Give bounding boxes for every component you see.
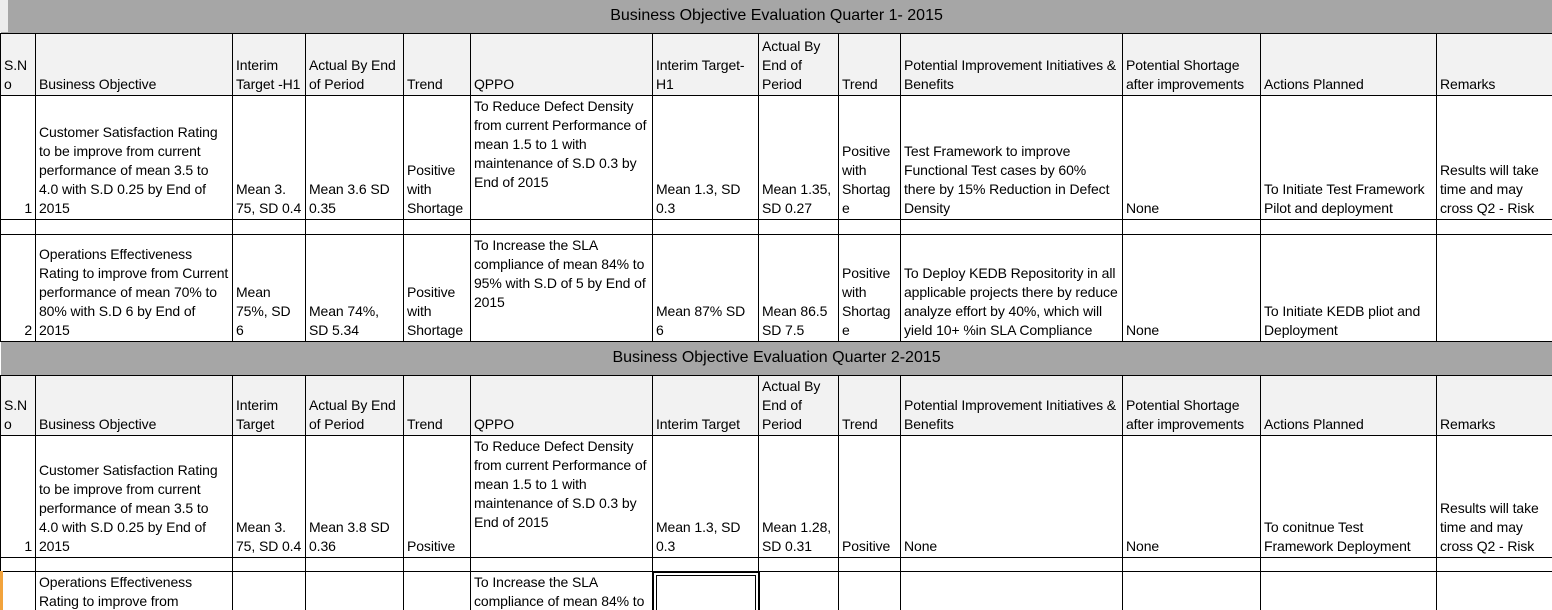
table-title[interactable]: Business Objective Evaluation Quarter 1- 2015 [1,0,1552,33]
data-cell[interactable] [233,572,306,610]
data-cell[interactable]: Mean 86.5 SD 7.5 [759,234,839,341]
data-cell[interactable]: To Initiate Test Framework Pilot and deployment [1261,95,1437,219]
data-cell[interactable]: Mean 1.3, SD 0.3 [653,436,759,558]
spacer-cell[interactable] [759,219,839,234]
data-cell[interactable] [901,572,1123,610]
spacer-cell[interactable] [404,558,471,572]
data-cell[interactable] [404,572,471,610]
quarter-table [0,342,1552,610]
data-cell[interactable]: Mean 75%, SD 6 [233,234,306,341]
data-cell[interactable] [1123,572,1261,610]
row-marker-strip [0,571,3,610]
data-cell[interactable]: Customer Satisfaction Rating to be improve from current performance of mean 3.5 to 4.0 with S.D 0.25 by End of 2015 [36,95,233,219]
column-header[interactable]: Actual By End of Period [759,33,839,95]
spacer-cell[interactable] [1,558,36,572]
data-cell[interactable]: Mean 3. 75, SD 0.4 [233,95,306,219]
column-header[interactable]: Trend [404,33,471,95]
data-cell[interactable]: Results will take time and may cross Q2 - Risk [1437,95,1552,219]
column-header[interactable]: Actual By End of Period [306,376,404,436]
spacer-cell[interactable] [839,219,901,234]
spacer-cell[interactable] [1123,219,1261,234]
data-cell[interactable]: To Reduce Defect Density from current Performance of mean 1.5 to 1 with maintenance of S.D 0.3 by End of 2015 [471,95,653,219]
data-cell[interactable]: Mean 3.8 SD 0.36 [306,436,404,558]
spacer-cell[interactable] [233,219,306,234]
spacer-cell[interactable] [901,558,1123,572]
data-cell[interactable]: Positive [404,436,471,558]
data-cell[interactable]: To Increase the SLA compliance of mean 84% to [471,572,653,610]
data-cell[interactable]: Mean 74%, SD 5.34 [306,234,404,341]
column-header[interactable]: Actual By End of Period [306,33,404,95]
data-cell[interactable] [306,572,404,610]
data-cell[interactable]: 1 [1,95,36,219]
data-cell[interactable]: Customer Satisfaction Rating to be improve from current performance of mean 3.5 to 4.0 with S.D 0.25 by End of 2015 [36,436,233,558]
spacer-cell[interactable] [1123,558,1261,572]
data-cell[interactable]: Mean 3. 75, SD 0.4 [233,436,306,558]
data-cell[interactable]: To Reduce Defect Density from current Performance of mean 1.5 to 1 with maintenance of S.D 0.3 by End of 2015 [471,436,653,558]
column-header[interactable]: QPPO [471,33,653,95]
column-header[interactable]: Remarks [1437,33,1552,95]
spacer-cell[interactable] [36,558,233,572]
spacer-cell[interactable] [759,558,839,572]
data-cell[interactable]: Positive with Shortage [839,234,901,341]
column-header[interactable]: Actions Planned [1261,376,1437,436]
column-header[interactable]: Trend [404,376,471,436]
data-cell[interactable]: Mean 3.6 SD 0.35 [306,95,404,219]
corner-notch [0,0,8,32]
data-cell[interactable]: Mean 1.28, SD 0.31 [759,436,839,558]
spacer-cell[interactable] [306,558,404,572]
data-cell[interactable]: None [901,436,1123,558]
column-header[interactable]: S.No [1,376,36,436]
data-cell[interactable]: To Initiate KEDB pliot and Deployment [1261,234,1437,341]
data-cell[interactable] [1437,234,1552,341]
spacer-cell[interactable] [1261,558,1437,572]
spacer-cell[interactable] [653,219,759,234]
spacer-cell[interactable] [1437,558,1552,572]
selected-cell[interactable] [653,572,759,610]
data-cell[interactable]: Positive with Shortage [404,234,471,341]
spacer-cell[interactable] [306,219,404,234]
data-cell[interactable]: 2 [1,234,36,341]
spacer-cell[interactable] [1437,219,1552,234]
spacer-cell[interactable] [901,219,1123,234]
data-cell[interactable]: To Increase the SLA compliance of mean 84% to 95% with S.D of 5 by End of 2015 [471,234,653,341]
data-cell[interactable] [759,572,839,610]
data-cell[interactable]: Mean 1.35, SD 0.27 [759,95,839,219]
spacer-cell[interactable] [653,558,759,572]
spacer-cell[interactable] [839,558,901,572]
spacer-cell[interactable] [1261,219,1437,234]
column-header[interactable]: Business Objective [36,33,233,95]
spacer-cell[interactable] [1,219,36,234]
column-header[interactable]: Interim Target [233,376,306,436]
column-header[interactable]: Trend [839,33,901,95]
data-cell[interactable] [1437,572,1552,610]
column-header[interactable]: Potential Shortage after improvements [1123,376,1261,436]
column-header[interactable]: Interim Target -H1 [233,33,306,95]
column-header[interactable]: Actual By End of Period [759,376,839,436]
column-header[interactable]: Trend [839,376,901,436]
column-header[interactable]: QPPO [471,376,653,436]
column-header[interactable]: Remarks [1437,376,1552,436]
data-cell[interactable]: Positive [839,436,901,558]
data-cell[interactable]: Test Framework to improve Functional Test cases by 60% there by 15% Reduction in Defect Density [901,95,1123,219]
data-cell[interactable]: None [1123,95,1261,219]
column-header[interactable]: Interim Target-H1 [653,33,759,95]
data-cell[interactable]: To conitnue Test Framework Deployment [1261,436,1437,558]
table-title[interactable]: Business Objective Evaluation Quarter 2-2015 [1,342,1552,376]
data-cell[interactable] [1261,572,1437,610]
data-cell[interactable] [1,572,36,610]
data-cell[interactable]: Mean 87% SD 6 [653,234,759,341]
data-cell[interactable]: Operations Effectiveness Rating to improve from [36,572,233,610]
spacer-cell[interactable] [233,558,306,572]
column-header[interactable]: Potential Shortage after improvements [1123,33,1261,95]
spacer-cell[interactable] [471,558,653,572]
data-cell[interactable]: To Deploy KEDB Repositority in all applicable projects there by reduce analyze effort by 40%, which will yield 10+ %in SLA Compliance [901,234,1123,341]
column-header[interactable]: Potential Improvement Initiatives & Benefits [901,33,1123,95]
column-header[interactable]: Potential Improvement Initiatives & Benefits [901,376,1123,436]
data-cell[interactable]: None [1123,436,1261,558]
column-header[interactable]: Interim Target [653,376,759,436]
data-cell[interactable]: Mean 1.3, SD 0.3 [653,95,759,219]
data-cell[interactable] [839,572,901,610]
spacer-cell[interactable] [36,219,233,234]
data-cell[interactable]: None [1123,234,1261,341]
data-cell[interactable]: 1 [1,436,36,558]
spacer-cell[interactable] [404,219,471,234]
column-header[interactable]: S.No [1,33,36,95]
column-header[interactable]: Actions Planned [1261,33,1437,95]
data-cell[interactable]: Positive with Shortage [404,95,471,219]
data-cell[interactable]: Operations Effectiveness Rating to improve from Current performance of mean 70% to 80% with S.D 6 by End of 2015 [36,234,233,341]
column-header[interactable]: Business Objective [36,376,233,436]
spacer-cell[interactable] [471,219,653,234]
data-cell[interactable]: Results will take time and may cross Q2 - Risk [1437,436,1552,558]
data-cell[interactable]: Positive with Shortage [839,95,901,219]
